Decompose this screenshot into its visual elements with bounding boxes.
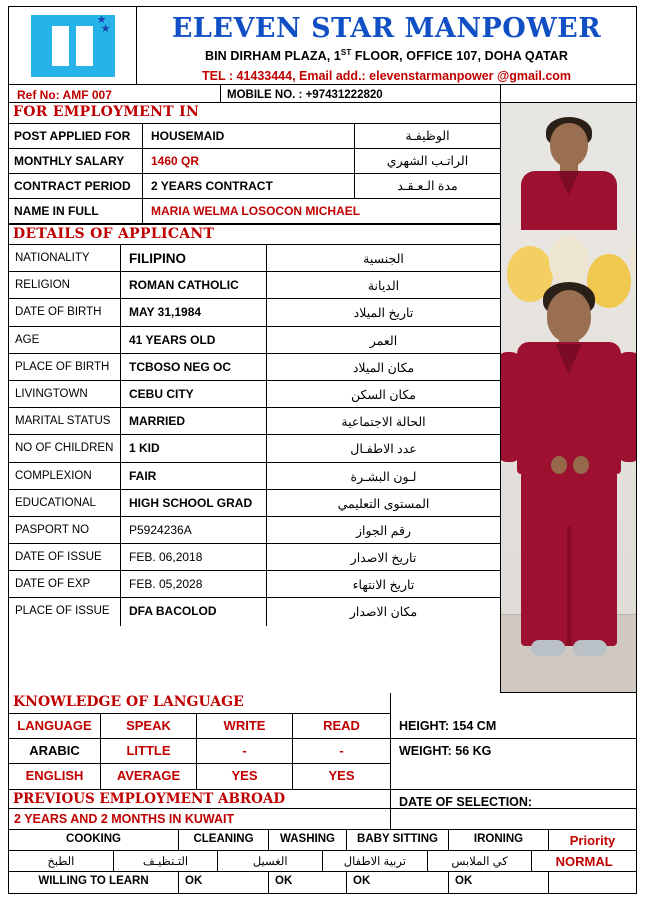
row-value: FEB. 05,2028 (121, 571, 267, 597)
language-read: YES (328, 768, 355, 783)
address-sup: ST (340, 48, 352, 57)
row-label: NAME IN FULL (9, 199, 143, 223)
table-row (9, 739, 390, 764)
table-row (9, 851, 636, 872)
skill-header-babysitting: BABY SITTING (347, 830, 449, 850)
cv-sheet (8, 6, 637, 894)
table-row (9, 463, 500, 490)
row-arabic: الجنسية (363, 252, 404, 266)
row-arabic: عدد الاطفـال (350, 442, 417, 457)
row-value: DFA BACOLOD (121, 598, 267, 625)
row-value: FILIPINO (121, 245, 267, 271)
row-value: 41 YEARS OLD (121, 327, 267, 353)
table-row (9, 272, 500, 299)
address-suffix: FLOOR, OFFICE 107, DOHA QATAR (351, 49, 569, 64)
row-value: HIGH SCHOOL GRAD (121, 490, 267, 516)
company-address (137, 48, 636, 63)
logo-cell (9, 7, 137, 84)
row-label: NATIONALITY (9, 245, 121, 271)
row-label: EDUCATIONAL (9, 490, 121, 516)
row-arabic: الحالة الاجتماعية (341, 415, 426, 430)
row-arabic: العمر (369, 333, 398, 348)
weight-value: WEIGHT: 56 KG (399, 744, 492, 758)
table-header-row (9, 714, 390, 739)
skill-value-babysitting: OK (347, 872, 449, 893)
row-label: MONTHLY SALARY (9, 149, 143, 173)
table-row (9, 598, 500, 625)
row-arabic: مدة الـعـقـد (397, 179, 458, 193)
table-row (9, 764, 390, 789)
table-row (9, 174, 500, 199)
measurement-spacer (391, 693, 636, 714)
skill-arabic-cooking: الطبخ (9, 851, 114, 871)
ref-no: Ref No: AMF 007 (9, 85, 221, 102)
details-section-title: DETAILS OF APPLICANT (9, 224, 500, 245)
row-value: P5924236A (121, 517, 267, 543)
left-column (9, 103, 501, 693)
language-section (9, 693, 391, 789)
skill-header-cooking: COOKING (9, 830, 179, 850)
table-row (9, 435, 500, 462)
skill-arabic-cleaning: التـنظيـف (114, 851, 219, 871)
photo-top-spacer (501, 85, 636, 102)
row-value: CEBU CITY (121, 381, 267, 407)
date-of-selection-section (391, 789, 636, 830)
main-body (9, 103, 636, 693)
language-write: - (197, 739, 293, 763)
language-name: ENGLISH (9, 764, 101, 789)
row-value: ROMAN CATHOLIC (121, 272, 267, 298)
table-row (9, 299, 500, 326)
employment-section-title: FOR EMPLOYMENT IN (9, 103, 500, 124)
row-label: DATE OF BIRTH (9, 299, 121, 325)
row-arabic: لـون البشـرة (350, 469, 417, 484)
measurements-section (391, 693, 636, 789)
company-contact: TEL : 41433444, Email add.: elevenstarmanpower @gmail.com (201, 69, 572, 84)
row-arabic: الوظيفـة (405, 129, 450, 143)
row-arabic: الديانة (367, 279, 400, 294)
row-arabic: مكان الاصدار (349, 605, 418, 620)
language-write: YES (197, 764, 293, 789)
row-label: RELIGION (9, 272, 121, 298)
skill-header-ironing: IRONING (449, 830, 549, 850)
row-arabic: رقم الجواز (355, 523, 412, 538)
language-speak: AVERAGE (101, 764, 197, 789)
row-label: NO OF CHILDREN (9, 435, 121, 461)
date-of-selection-label: DATE OF SELECTION: (391, 789, 636, 809)
skill-value-ironing: OK (449, 872, 549, 893)
col-header-language: LANGUAGE (9, 714, 101, 738)
row-label: POST APPLIED FOR (9, 124, 143, 148)
table-row (9, 245, 500, 272)
previous-employment-and-selection (9, 789, 636, 830)
table-row (9, 490, 500, 517)
header-main (137, 7, 636, 84)
date-of-selection-value (391, 809, 636, 830)
row-arabic: مكان الميلاد (352, 360, 415, 375)
row-label: PASPORT NO (9, 517, 121, 543)
table-row (9, 571, 500, 598)
previous-employment-title: PREVIOUS EMPLOYMENT ABROAD (9, 789, 390, 809)
table-row (9, 199, 500, 224)
document-header (9, 7, 636, 85)
col-header-read: READ (323, 718, 360, 733)
row-arabic: مكان السكن (351, 387, 416, 402)
previous-employment-section (9, 789, 391, 830)
row-value: MAY 31,1984 (121, 299, 267, 325)
language-section-title: KNOWLEDGE OF LANGUAGE (9, 693, 390, 714)
applicant-fullbody-photo (501, 230, 636, 693)
row-value: TCBOSO NEG OC (121, 354, 267, 380)
row-label: DATE OF ISSUE (9, 544, 121, 570)
priority-label: Priority (569, 833, 616, 848)
row-label: COMPLEXION (9, 463, 121, 489)
company-name: ELEVEN STAR MANPOWER (171, 13, 602, 44)
table-row (9, 544, 500, 571)
row-label: AGE (9, 327, 121, 353)
table-header-row (9, 830, 636, 851)
height-value: HEIGHT: 154 CM (391, 714, 636, 739)
language-name: ARABIC (9, 739, 101, 763)
applicant-name: MARIA WELMA LOSOCON MICHAEL (151, 204, 361, 218)
applicant-headshot-photo (501, 103, 636, 230)
skill-value-washing: OK (269, 872, 347, 893)
language-read: - (339, 743, 344, 758)
table-row (9, 872, 636, 893)
details-table (9, 245, 500, 626)
row-arabic: الراتـب الشهري (386, 154, 469, 168)
row-value: FEB. 06,2018 (121, 544, 267, 570)
language-and-measurements (9, 693, 636, 789)
table-row (9, 517, 500, 544)
row-arabic: تاريخ الانتهاء (352, 578, 415, 593)
language-speak: LITTLE (101, 739, 197, 763)
table-row (9, 149, 500, 174)
priority-value: NORMAL (555, 854, 613, 869)
right-column (501, 103, 636, 693)
row-label: DATE OF EXP (9, 571, 121, 597)
skill-value-cleaning: OK (179, 872, 269, 893)
row-label: MARITAL STATUS (9, 408, 121, 434)
table-row (9, 124, 500, 149)
stars-icon: ★ ★ (96, 13, 112, 35)
willing-to-learn-label: WILLING TO LEARN (9, 872, 179, 893)
company-logo-icon (31, 15, 115, 77)
skill-header-cleaning: CLEANING (179, 830, 269, 850)
row-value: FAIR (121, 463, 267, 489)
row-arabic: تاريخ الميلاد (353, 306, 414, 321)
col-header-write: WRITE (197, 714, 293, 738)
col-header-speak: SPEAK (101, 714, 197, 738)
row-label: CONTRACT PERIOD (9, 174, 143, 198)
skill-header-washing: WASHING (269, 830, 347, 850)
previous-employment-value: 2 YEARS AND 2 MONTHS IN KUWAIT (9, 809, 390, 830)
row-label: PLACE OF ISSUE (9, 598, 121, 625)
skill-arabic-ironing: كي الملابس (428, 851, 533, 871)
table-row (9, 381, 500, 408)
address-prefix: BIN DIRHAM PLAZA, 1 (204, 49, 341, 64)
skill-arabic-washing: الغسيل (218, 851, 323, 871)
row-arabic: المستوى التعليمي (337, 496, 430, 511)
skill-arabic-babysitting: تربية الاطفال (323, 851, 428, 871)
row-arabic: تاريخ الاصدار (350, 551, 417, 566)
skills-table (9, 830, 636, 893)
row-value: MARRIED (121, 408, 267, 434)
table-row (9, 327, 500, 354)
mobile-no: MOBILE NO. : +97431222820 (221, 85, 501, 102)
table-row (9, 408, 500, 435)
row-value: 1 KID (121, 435, 267, 461)
row-value: HOUSEMAID (143, 124, 355, 148)
priority-empty (549, 872, 636, 893)
row-value: 2 YEARS CONTRACT (143, 174, 355, 198)
row-label: LIVINGTOWN (9, 381, 121, 407)
reference-row (9, 85, 636, 103)
row-label: PLACE OF BIRTH (9, 354, 121, 380)
row-value: 1460 QR (143, 149, 355, 173)
table-row (9, 354, 500, 381)
